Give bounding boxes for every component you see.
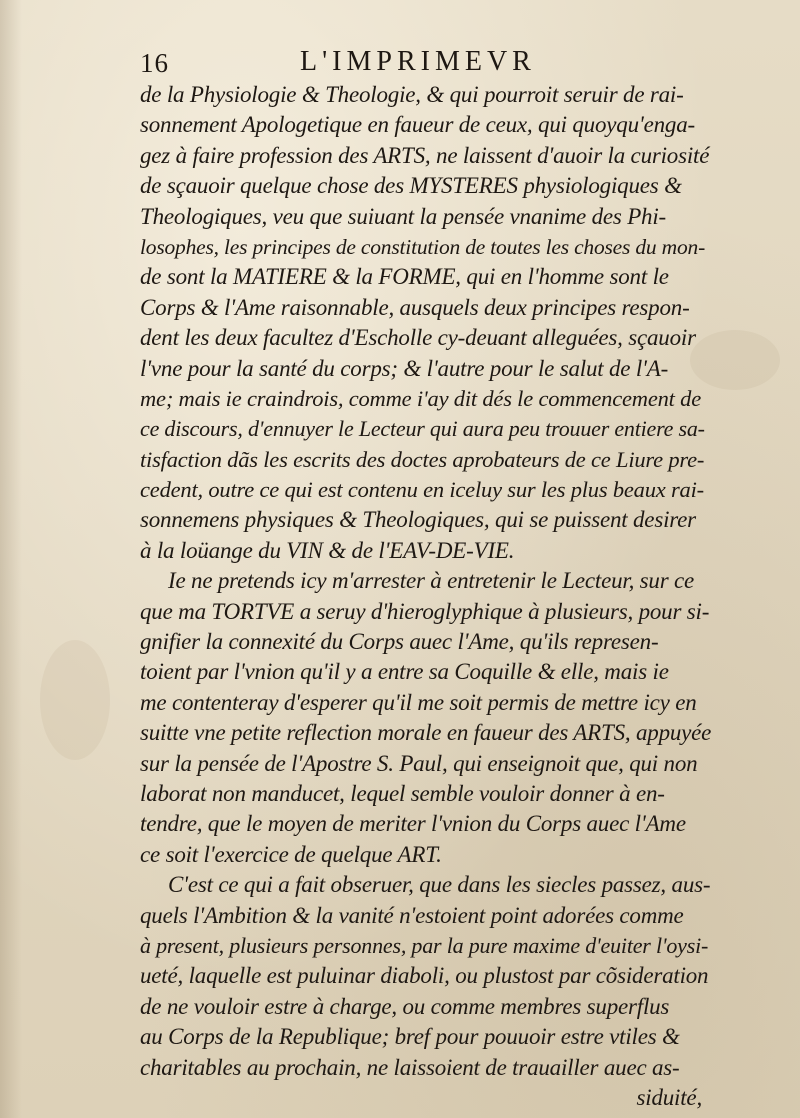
text-line: gnifier la connexité du Corps auec l'Ame, qu'ils represen- <box>140 629 659 655</box>
text-line: à present, plusieurs personnes, par la pure maxime d'euiter l'oysi- <box>140 932 709 958</box>
paragraph-start: C'est ce qui a fait obseruer, que dans les siecles passez, aus- <box>168 872 711 898</box>
text-line: me; mais ie craindrois, comme i'ay dit dés le commencement de <box>140 385 701 411</box>
text-line: Theologiques, veu que suiuant la pensée vnanime des Phi- <box>140 203 666 229</box>
text-line: de sont la MATIERE & la FORME, qui en l'homme sont le <box>140 264 669 290</box>
text-line: sur la pensée de l'Apostre S. Paul, qui enseignoit que, qui non <box>140 750 698 776</box>
text-line: ce discours, d'ennuyer le Lecteur qui aura peu trouuer entiere sa- <box>140 416 705 442</box>
text-line: suitte vne petite reflection morale en faueur des ARTS, appuyée <box>140 720 712 746</box>
text-line: sonnement Apologetique en faueur de ceux, qui quoyqu'enga- <box>140 112 695 138</box>
text-line: charitables au prochain, ne laissoient de trauailler auec as- <box>140 1054 680 1080</box>
text-line: de la Physiologie & Theologie, & qui pourroit seruir de rai- <box>140 82 684 107</box>
text-line: de sçauoir quelque chose des MYSTERES physiologiques & <box>140 173 682 199</box>
page-number: 16 <box>140 48 169 78</box>
text-line: gez à faire profession des ARTS, ne laissent d'auoir la curiosité <box>140 142 710 168</box>
paper-stain <box>40 640 110 760</box>
text-line: toient par l'vnion qu'il y a entre sa Coquille & elle, mais ie <box>140 659 669 685</box>
page-header <box>140 42 700 82</box>
text-line: dent les deux facultez d'Escholle cy-deuant alleguées, sçauoir <box>140 325 696 351</box>
running-title: L'IMPRIMEVR <box>300 46 536 77</box>
body-text <box>140 80 710 1113</box>
text-line: au Corps de la Republique; bref pour pouuoir estre vtiles & <box>140 1024 680 1050</box>
text-line: sonnemens physiques & Theologiques, qui se puissent desirer <box>140 507 696 533</box>
text-line: tendre, que le moyen de meriter l'vnion du Corps auec l'Ame <box>140 811 686 837</box>
text-line: l'vne pour la santé du corps; & l'autre pour le salut de l'A- <box>140 355 669 381</box>
text-line: de ne vouloir estre à charge, ou comme membres superflus <box>140 993 670 1019</box>
catchword: siduité, <box>636 1084 702 1110</box>
text-line: quels l'Ambition & la vanité n'estoient point adorées comme <box>140 902 684 928</box>
text-line: Corps & l'Ame raisonnable, ausquels deux principes respon- <box>140 294 690 320</box>
text-line: ce soit l'exercice de quelque ART. <box>140 841 442 867</box>
text-line: que ma TORTVE a seruy d'hieroglyphique à plusieurs, pour si- <box>140 598 710 624</box>
text-line: cedent, outre ce qui est contenu en iceluy sur les plus beaux rai- <box>140 477 704 503</box>
text-line: à la loüange du VIN & de l'EAV-DE-VIE. <box>140 537 515 563</box>
text-line: tisfaction dãs les escrits des doctes aprobateurs de ce Liure pre- <box>140 446 705 472</box>
text-line: ueté, laquelle est puluinar diaboli, ou plustost par cõsideration <box>140 963 709 989</box>
text-line: laborat non manducet, lequel semble vouloir donner à en- <box>140 780 665 806</box>
text-line: losophes, les principes de constitution de toutes les choses du mon- <box>140 234 706 259</box>
text-line: me contenteray d'esperer qu'il me soit permis de mettre icy en <box>140 689 697 715</box>
paragraph-start: Ie ne pretends icy m'arrester à entretenir le Lecteur, sur ce <box>168 568 695 594</box>
